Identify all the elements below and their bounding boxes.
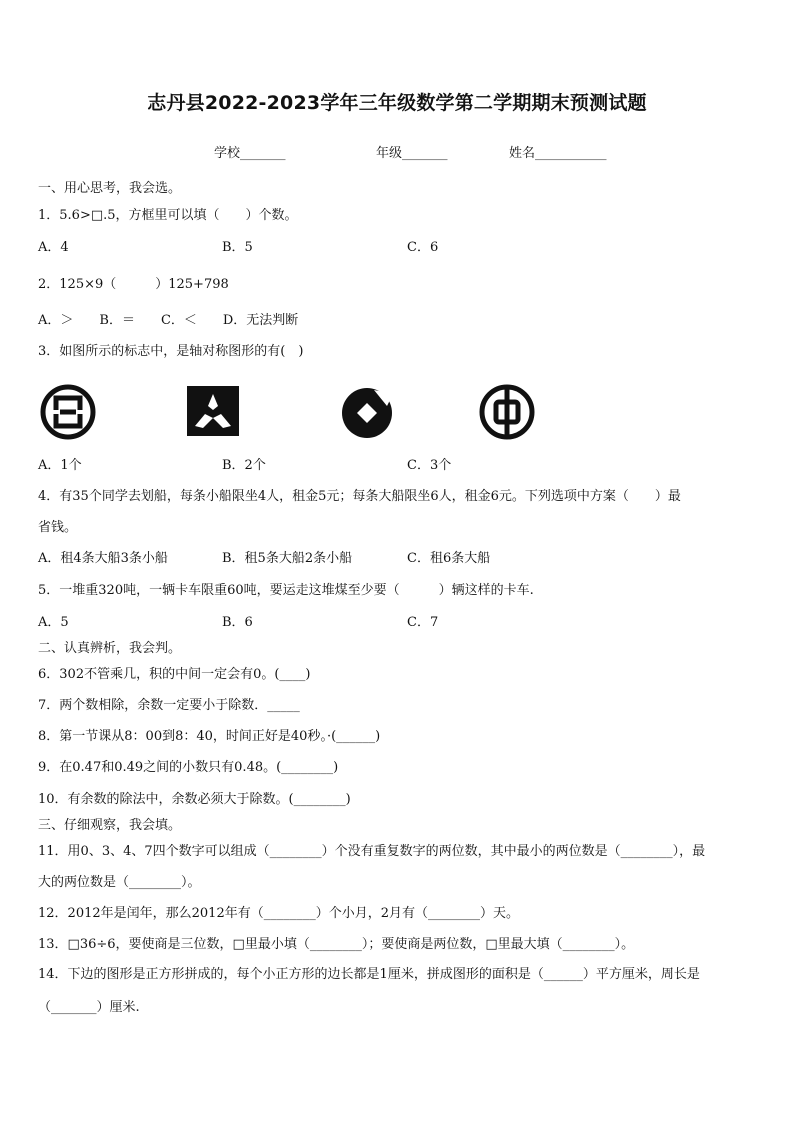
question-2: 2．125×9（ ）125+798 bbox=[38, 277, 229, 292]
name-field: 姓名___________ bbox=[509, 146, 607, 161]
question-7: 7．两个数相除，余数一定要小于除数．_____ bbox=[38, 698, 300, 713]
q4-option-a: A．租4条大船3条小船 bbox=[38, 551, 168, 566]
question-11-line-1: 11．用0、3、4、7四个数字可以组成（________）个没有重复数字的两位数，其中最小的两位数是（________），最 bbox=[38, 844, 706, 859]
question-14-line-2: （_______）厘米. bbox=[38, 1000, 140, 1015]
coin-logo-icon bbox=[478, 384, 540, 440]
school-field: 学校_______ bbox=[214, 146, 286, 161]
question-9: 9．在0.47和0.49之间的小数只有0.48。(________) bbox=[38, 760, 339, 775]
question-8: 8．第一节课从8：00到8：40，时间正好是40秒。·(______) bbox=[38, 729, 381, 744]
q2-options: A．＞ B．＝ C．＜ D．无法判断 bbox=[38, 313, 299, 328]
circular-bank-logo-icon bbox=[337, 384, 399, 440]
q1-option-a: A．4 bbox=[38, 240, 69, 255]
question-14-line-1: 14．下边的图形是正方形拼成的，每个小正方形的边长都是1厘米，拼成图形的面积是（______）平方厘米，周长是 bbox=[38, 967, 700, 982]
q5-option-b: B．6 bbox=[222, 615, 253, 630]
section-3-heading: 三、仔细观察，我会填。 bbox=[38, 818, 182, 833]
grade-field: 年级_______ bbox=[376, 146, 448, 161]
question-6: 6．302不管乘几，积的中间一定会有0。(____) bbox=[38, 667, 311, 682]
q1-option-c: C．6 bbox=[407, 240, 439, 255]
question-5: 5．一堆重320吨，一辆卡车限重60吨，要运走这堆煤至少要（ ）辆这样的卡车. bbox=[38, 583, 534, 598]
question-4-line-1: 4．有35个同学去划船，每条小船限坐4人，租金5元；每条大船限坐6人，租金6元。下列选项中方案（ ）最 bbox=[38, 489, 681, 504]
question-12: 12．2012年是闰年，那么2012年有（________）个小月，2月有（________）天。 bbox=[38, 906, 519, 921]
q4-option-b: B．租5条大船2条小船 bbox=[222, 551, 353, 566]
q3-option-a: A．1个 bbox=[38, 458, 82, 473]
question-11-line-2: 大的两位数是（________）。 bbox=[38, 875, 201, 890]
section-1-heading: 一、用心思考，我会选。 bbox=[38, 181, 182, 196]
section-2-heading: 二、认真辨析，我会判。 bbox=[38, 641, 182, 656]
q3-option-b: B．2个 bbox=[222, 458, 266, 473]
q1-option-b: B．5 bbox=[222, 240, 253, 255]
question-3: 3．如图所示的标志中，是轴对称图形的有( ) bbox=[38, 344, 304, 359]
q4-option-c: C．租6条大船 bbox=[407, 551, 491, 566]
question-10: 10．有余数的除法中，余数必须大于除数。(________) bbox=[38, 792, 351, 807]
question-13: 13．□36÷6，要使商是三位数，□里最小填（________）；要使商是两位数，□里最大填（________）。 bbox=[38, 937, 635, 952]
question-4-line-2: 省钱。 bbox=[38, 520, 78, 535]
q5-option-c: C．7 bbox=[407, 615, 439, 630]
q3-option-c: C．3个 bbox=[407, 458, 452, 473]
question-1: 1．5.6>□.5，方框里可以填（ ）个数。 bbox=[38, 208, 298, 223]
construction-bank-emblem-icon bbox=[185, 384, 243, 440]
q5-option-a: A．5 bbox=[38, 615, 69, 630]
icbc-logo-icon bbox=[38, 384, 100, 440]
page-title: 志丹县2022-2023学年三年级数学第二学期期末预测试题 bbox=[147, 92, 647, 114]
